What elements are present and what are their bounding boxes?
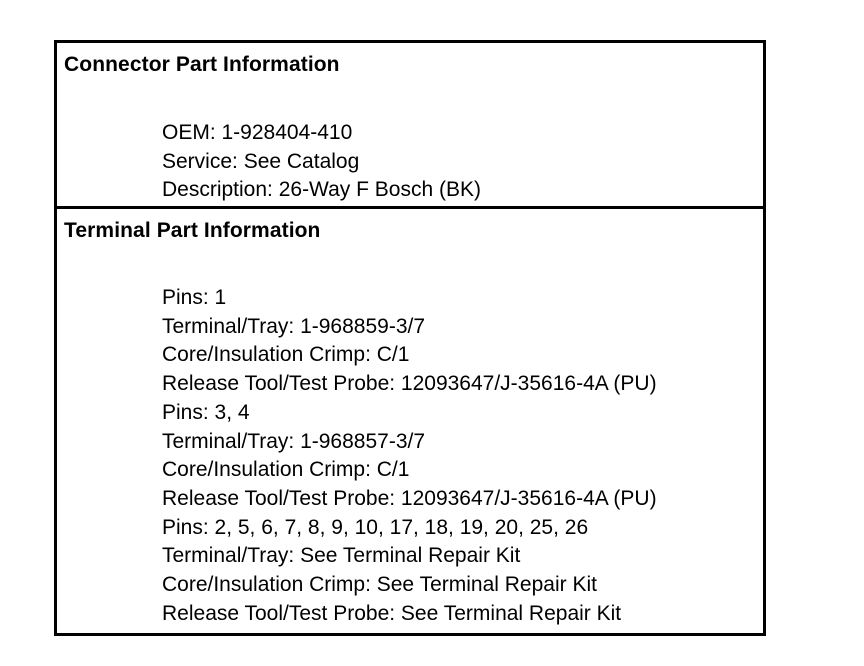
terminal-crimp-line: Core/Insulation Crimp: C/1 <box>162 343 410 367</box>
terminal-pins-line: Pins: 2, 5, 6, 7, 8, 9, 10, 17, 18, 19, 20, 25, 26 <box>162 515 589 539</box>
connector-part-section <box>57 43 763 209</box>
connector-oem-line: OEM: 1-928404-410 <box>162 121 353 144</box>
connector-part-heading: Connector Part Information <box>64 53 340 76</box>
terminal-tray-line: Terminal/Tray: 1-968859-3/7 <box>162 314 426 338</box>
terminal-pins-line: Pins: 3, 4 <box>162 400 250 424</box>
connector-service-line: Service: See Catalog <box>162 149 360 173</box>
terminal-part-heading: Terminal Part Information <box>64 219 321 242</box>
terminal-crimp-line: Core/Insulation Crimp: C/1 <box>162 458 410 482</box>
part-information-table <box>54 40 766 636</box>
terminal-release-tool-line: Release Tool/Test Probe: See Terminal Repair Kit <box>162 601 622 625</box>
terminal-release-tool-line: Release Tool/Test Probe: 12093647/J-35616-4A (PU) <box>162 372 657 396</box>
terminal-pins-line: Pins: 1 <box>162 286 227 309</box>
terminal-crimp-line: Core/Insulation Crimp: See Terminal Repair Kit <box>162 573 597 597</box>
terminal-tray-line: Terminal/Tray: See Terminal Repair Kit <box>162 544 521 568</box>
terminal-part-section <box>57 209 763 633</box>
connector-description-line: Description: 26-Way F Bosch (BK) <box>162 178 481 202</box>
terminal-part-details <box>162 284 657 628</box>
connector-part-details <box>162 119 481 205</box>
terminal-tray-line: Terminal/Tray: 1-968857-3/7 <box>162 429 426 453</box>
terminal-release-tool-line: Release Tool/Test Probe: 12093647/J-35616-4A (PU) <box>162 486 657 510</box>
